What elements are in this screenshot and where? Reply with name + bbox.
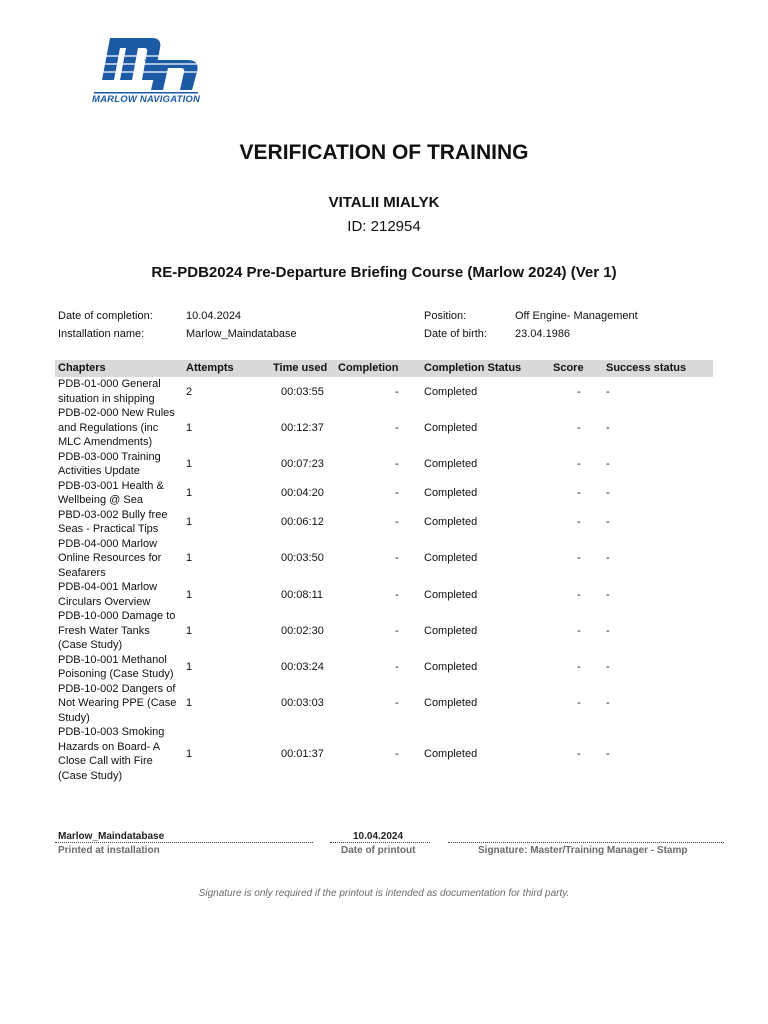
attempts-cell: 1: [186, 552, 193, 565]
success-status-cell: -: [606, 516, 610, 528]
score-cell: -: [577, 516, 581, 528]
attempts-cell: 1: [186, 661, 193, 673]
time-used-cell: 00:03:50: [281, 552, 324, 565]
success-status-cell: -: [606, 487, 610, 499]
success-status-cell: -: [606, 421, 610, 434]
completion-cell: -: [395, 516, 399, 528]
trainee-id: ID: 212954: [347, 218, 421, 235]
score-cell: -: [577, 385, 581, 398]
attempts-cell: 1: [186, 458, 193, 470]
completion-date-value: 10.04.2024: [186, 310, 242, 322]
completion-status-cell: Completed: [424, 385, 478, 398]
table-row: [55, 537, 715, 581]
completion-status-cell: Completed: [424, 588, 478, 601]
logo-text: MARLOW NAVIGATION: [92, 94, 201, 105]
success-status-cell: -: [606, 588, 610, 601]
printed-installation-value: Marlow_Maindatabase: [58, 831, 165, 842]
score-cell: -: [577, 748, 581, 760]
table-row: [55, 609, 715, 653]
signature-line: [448, 842, 724, 843]
header-score: Score: [553, 362, 584, 374]
attempts-cell: 2: [186, 385, 193, 398]
time-used-cell: 00:02:30: [281, 624, 324, 637]
chapters-table: [55, 377, 715, 783]
success-status-cell: -: [606, 458, 610, 470]
completion-status-cell: Completed: [424, 516, 478, 528]
chapter-name: PDB-10-002 Dangers of Not Wearing PPE (Case Study): [58, 682, 177, 724]
success-status-cell: -: [606, 552, 610, 565]
completion-status-cell: Completed: [424, 552, 478, 565]
date-divider: [330, 842, 430, 843]
signature-note: Signature is only required if the printout is intended as documentation for third party.: [198, 888, 570, 899]
score-cell: -: [577, 697, 581, 710]
completion-status-cell: Completed: [424, 748, 478, 760]
attempts-cell: 1: [186, 748, 193, 760]
printout-date-value: 10.04.2024: [353, 831, 404, 842]
chapter-name: PDB-04-001 Marlow Circulars Overview: [58, 581, 158, 608]
position-value: Off Engine- Management: [515, 310, 638, 322]
completion-status-cell: Completed: [424, 661, 478, 673]
chapter-name: PDB-03-001 Health & Wellbeing @ Sea: [58, 479, 164, 506]
completion-cell: -: [395, 552, 399, 565]
completion-cell: -: [395, 588, 399, 601]
date-of-birth-label: Date of birth:: [424, 328, 487, 340]
attempts-cell: 1: [186, 624, 193, 637]
header-completion-status: Completion Status: [424, 362, 522, 374]
table-row: [55, 479, 715, 508]
completion-status-cell: Completed: [424, 487, 478, 499]
time-used-cell: 00:08:11: [281, 588, 324, 601]
success-status-cell: -: [606, 748, 610, 760]
signature-label: Signature: Master/Training Manager - Stamp: [478, 845, 688, 856]
table-row: [55, 508, 715, 537]
attempts-cell: 1: [186, 516, 193, 528]
score-cell: -: [577, 661, 581, 673]
completion-status-cell: Completed: [424, 421, 478, 434]
completion-cell: -: [395, 487, 399, 499]
chapter-name: PBD-03-002 Bully free Seas - Practical Tips: [58, 508, 168, 535]
chapter-name: PDB-10-001 Methanol Poisoning (Case Study): [58, 653, 174, 680]
chapter-name: PDB-04-000 Marlow Online Resources for Seafarers: [58, 537, 162, 579]
header-success-status: Success status: [606, 362, 687, 374]
completion-cell: -: [395, 697, 399, 710]
chapter-name: PDB-01-000 General situation in shipping: [58, 378, 161, 405]
score-cell: -: [577, 588, 581, 601]
date-of-birth-value: 23.04.1986: [515, 328, 571, 340]
completion-cell: -: [395, 385, 399, 398]
completion-status-cell: Completed: [424, 697, 478, 710]
time-used-cell: 00:12:37: [281, 421, 324, 434]
time-used-cell: 00:06:12: [281, 516, 324, 528]
attempts-cell: 1: [186, 487, 193, 499]
header-attempts: Attempts: [186, 362, 234, 374]
header-chapters: Chapters: [58, 362, 106, 374]
table-header: [55, 360, 713, 377]
completion-cell: -: [395, 421, 399, 434]
completion-status-cell: Completed: [424, 458, 478, 470]
score-cell: -: [577, 487, 581, 499]
table-row: [55, 377, 715, 406]
success-status-cell: -: [606, 661, 610, 673]
time-used-cell: 00:03:24: [281, 661, 324, 673]
printout-date-label: Date of printout: [341, 845, 416, 856]
chapter-name: PDB-03-000 Training Activities Update: [58, 450, 161, 477]
time-used-cell: 00:03:55: [281, 385, 324, 398]
completion-date-label: Date of completion:: [58, 310, 153, 322]
table-row: [55, 653, 715, 682]
table-row: [55, 406, 715, 450]
installation-divider: [55, 842, 313, 843]
page-title: VERIFICATION OF TRAINING: [239, 141, 529, 164]
table-row: [55, 450, 715, 479]
success-status-cell: -: [606, 624, 610, 637]
success-status-cell: -: [606, 697, 610, 710]
position-label: Position:: [424, 310, 467, 322]
score-cell: -: [577, 421, 581, 434]
printed-installation-label: Printed at installation: [58, 845, 160, 856]
header-time-used: Time used: [273, 362, 328, 374]
score-cell: -: [577, 458, 581, 470]
attempts-cell: 1: [186, 588, 193, 601]
chapter-name: PDB-10-003 Smoking Hazards on Board- A Close Call with Fire (Case Study): [58, 726, 165, 782]
completion-cell: -: [395, 661, 399, 673]
score-cell: -: [577, 552, 581, 565]
attempts-cell: 1: [186, 421, 193, 434]
time-used-cell: 00:04:20: [281, 487, 324, 499]
header-completion: Completion: [338, 362, 399, 374]
attempts-cell: 1: [186, 697, 193, 710]
table-row: [55, 682, 715, 726]
table-row: [55, 580, 715, 609]
score-cell: -: [577, 624, 581, 637]
time-used-cell: 00:01:37: [281, 748, 324, 760]
time-used-cell: 00:03:03: [281, 697, 324, 710]
completion-cell: -: [395, 624, 399, 637]
trainee-name: VITALII MIALYK: [328, 194, 440, 211]
installation-name-label: Installation name:: [58, 328, 145, 340]
completion-status-cell: Completed: [424, 624, 478, 637]
time-used-cell: 00:07:23: [281, 458, 324, 470]
success-status-cell: -: [606, 385, 610, 398]
chapter-name: PDB-02-000 New Rules and Regulations (inc MLC Amendments): [58, 407, 175, 448]
chapter-name: PDB-10-000 Damage to Fresh Water Tanks (Case Study): [58, 610, 176, 651]
completion-cell: -: [395, 748, 399, 760]
completion-cell: -: [395, 458, 399, 470]
table-row: [55, 725, 715, 783]
course-title: RE-PDB2024 Pre-Departure Briefing Course (Marlow 2024) (Ver 1): [151, 264, 617, 281]
installation-name-value: Marlow_Maindatabase: [186, 328, 297, 340]
